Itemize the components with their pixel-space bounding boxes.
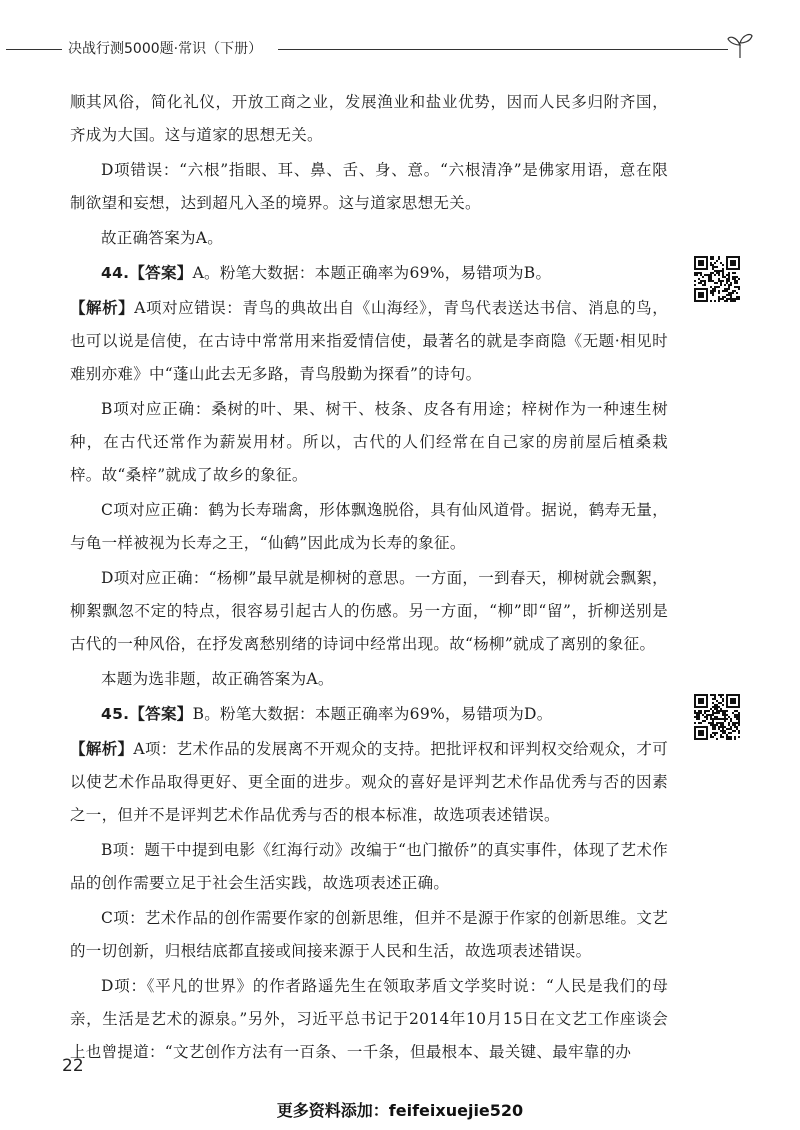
footer-note: 更多资料添加：feifeixuejie520 <box>276 1101 524 1120</box>
running-header <box>0 38 800 62</box>
paragraph-text: C项：艺术作品的创作需要作家的创新思维，但并不是源于作家的创新思维。文艺的一切创新，归根结底都直接或间接来源于人民和生活，故选项表述错误。 <box>70 909 668 960</box>
paragraph-text: B项对应正确：桑树的叶、果、树干、枝条、皮各有用途；梓树作为一种速生树种，在古代还常作为薪炭用材。所以，古代的人们经常在自己家的房前屋后植桑栽梓。故“桑梓”就成了故乡的象征。 <box>70 400 668 484</box>
page-content <box>70 86 668 1071</box>
paragraph-text: 顺其风俗，简化礼仪，开放工商之业，发展渔业和盐业优势，因而人民多归附齐国，齐成为大国。这与道家的思想无关。 <box>70 93 668 144</box>
paragraph-text: 本题为选非题，故正确答案为A。 <box>101 670 334 688</box>
paragraph-text: B。粉笔大数据：本题正确率为69%，易错项为D。 <box>192 705 553 723</box>
paragraph-label: 【解析】 <box>70 740 134 758</box>
paragraph <box>70 86 668 152</box>
paragraph <box>70 834 668 900</box>
paragraph <box>70 663 668 696</box>
paragraph-label: 44.【答案】 <box>101 264 193 282</box>
paragraph-text: A项对应错误：青鸟的典故出自《山海经》，青鸟代表送达书信、消息的鸟，也可以说是信使，在古诗中常常用来指爱情信使，最著名的就是李商隐《无题·相见时难别亦难》中“蓬山此去无多路，青鸟殷勤为探看”的诗句。 <box>70 299 668 383</box>
paragraph <box>70 222 668 255</box>
sprout-icon <box>726 30 754 60</box>
paragraph-text: 故正确答案为A。 <box>101 229 224 247</box>
paragraph-text: A。粉笔大数据：本题正确率为69%，易错项为B。 <box>192 264 552 282</box>
paragraph <box>70 393 668 492</box>
page-number: 22 <box>62 1056 84 1076</box>
paragraph <box>70 154 668 220</box>
paragraph <box>70 902 668 968</box>
paragraph <box>70 292 668 391</box>
paragraph <box>70 733 668 832</box>
paragraph-label: 45.【答案】 <box>101 705 193 723</box>
paragraph-text: A项：艺术作品的发展离不开观众的支持。把批评权和评判权交给观众，才可以使艺术作品取得更好、更全面的进步。观众的喜好是评判艺术作品优秀与否的因素之一，但并不是评判艺术作品优秀与否的根本标准，故选项表述错误。 <box>70 740 668 824</box>
header-rule-left <box>6 49 62 50</box>
qr-code-icon[interactable] <box>694 694 740 740</box>
header-title: 决战行测5000题·常识（下册） <box>68 41 263 57</box>
paragraph-text: D项错误：“六根”指眼、耳、鼻、舌、身、意。“六根清净”是佛家用语，意在限制欲望和妄想，达到超凡入圣的境界。这与道家思想无关。 <box>70 161 668 212</box>
paragraph <box>70 257 668 290</box>
paragraph-text: D项：《平凡的世界》的作者路遥先生在领取茅盾文学奖时说：“人民是我们的母亲，生活是艺术的源泉。”另外，习近平总书记于2014年10月15日在文艺工作座谈会上也曾提道：“文艺创作方法有一百条、一千条，但最根本、最关键、最牢靠的办 <box>70 977 668 1061</box>
paragraph <box>70 970 668 1069</box>
paragraph-text: D项对应正确：“杨柳”最早就是柳树的意思。一方面，一到春天，柳树就会飘絮，柳絮飘忽不定的特点，很容易引起古人的伤感。另一方面，“柳”即“留”，折柳送别是古代的一种风俗，在抒发离愁别绪的诗词中经常出现。故“杨柳”就成了离别的象征。 <box>70 569 668 653</box>
paragraph-text: C项对应正确：鹤为长寿瑞禽，形体飘逸脱俗，具有仙风道骨。据说，鹤寿无量，与龟一样被视为长寿之王，“仙鹤”因此成为长寿的象征。 <box>70 501 668 552</box>
qr-code-icon[interactable] <box>694 256 740 302</box>
header-rule-right <box>278 49 728 50</box>
paragraph <box>70 698 668 731</box>
paragraph-label: 【解析】 <box>70 299 135 317</box>
paragraph <box>70 562 668 661</box>
paragraph <box>70 494 668 560</box>
paragraph-text: B项：题干中提到电影《红海行动》改编于“也门撤侨”的真实事件，体现了艺术作品的创作需要立足于社会生活实践，故选项表述正确。 <box>70 841 668 892</box>
